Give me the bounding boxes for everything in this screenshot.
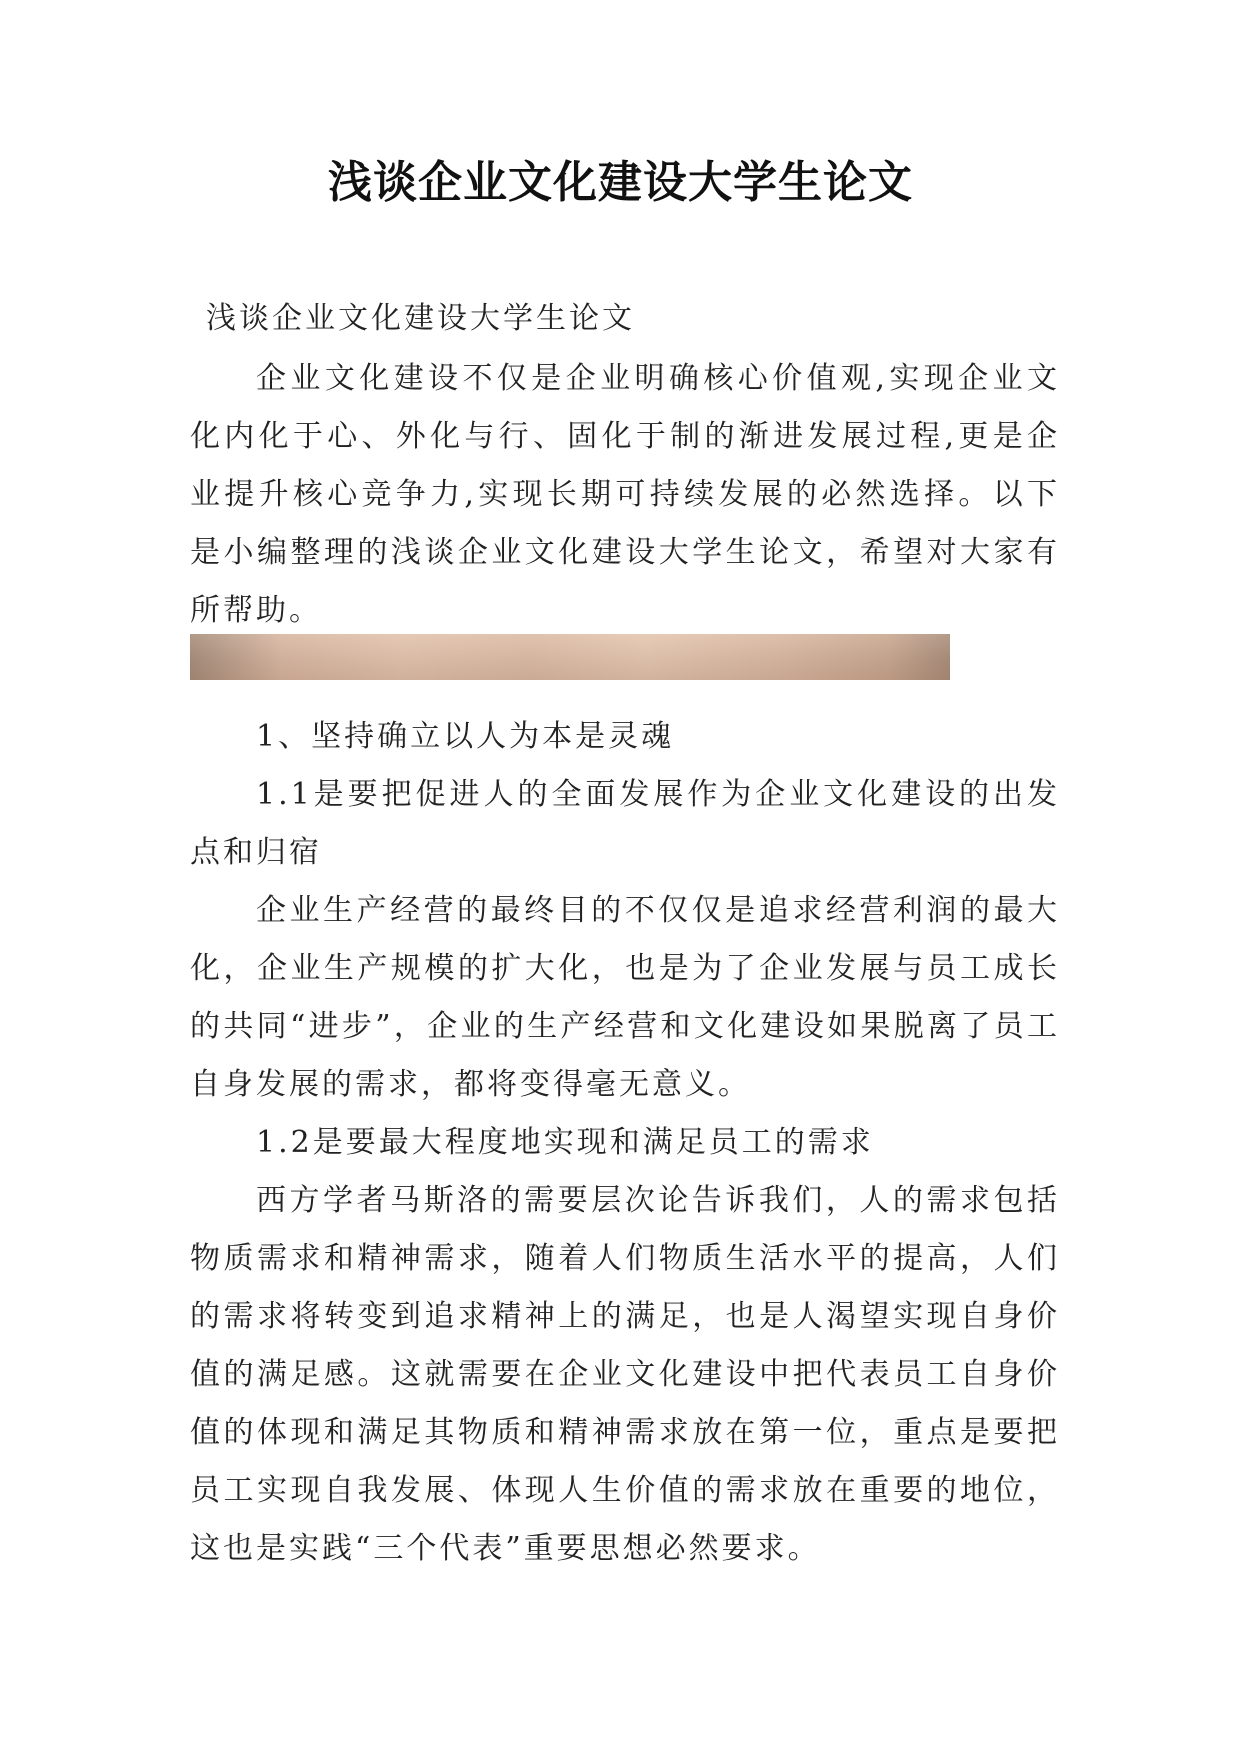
document-title: 浅谈企业文化建设大学生论文 bbox=[328, 157, 913, 208]
wood-texture-banner-image bbox=[190, 634, 950, 680]
section-1-heading: 1、坚持确立以人为本是灵魂 bbox=[256, 719, 675, 754]
section-1-2-heading: 1.2是要最大程度地实现和满足员工的需求 bbox=[256, 1125, 874, 1160]
intro-paragraph: 企业文化建设不仅是企业明确核心价值观,实现企业文化内化于心、外化与行、固化于制的渐进发展过程,更是企业提升核心竞争力,实现长期可持续发展的必然选择。以下是小编整理的浅谈企业文化建设大学生论文，希望对大家有所帮助。 bbox=[190, 361, 1060, 628]
section-1-2-paragraph: 西方学者马斯洛的需要层次论告诉我们，人的需求包括物质需求和精神需求，随着人们物质生活水平的提高，人们的需求将转变到追求精神上的满足，也是人渴望实现自身价值的满足感。这就需要在企业文化建设中把代表员工自身价值的体现和满足其物质和精神需求放在第一位，重点是要把员工实现自我发展、体现人生价值的需求放在重要的地位，这也是实践“三个代表”重要思想必然要求。 bbox=[190, 1183, 1060, 1566]
document-subtitle: 浅谈企业文化建设大学生论文 bbox=[206, 301, 635, 336]
section-1-1-paragraph: 企业生产经营的最终目的不仅仅是追求经营利润的最大化，企业生产规模的扩大化，也是为了企业发展与员工成长的共同“进步”，企业的生产经营和文化建设如果脱离了员工自身发展的需求，都将变得毫无意义。 bbox=[190, 893, 1060, 1102]
section-1-1-heading: 1.1是要把促进人的全面发展作为企业文化建设的出发点和归宿 bbox=[190, 777, 1060, 870]
